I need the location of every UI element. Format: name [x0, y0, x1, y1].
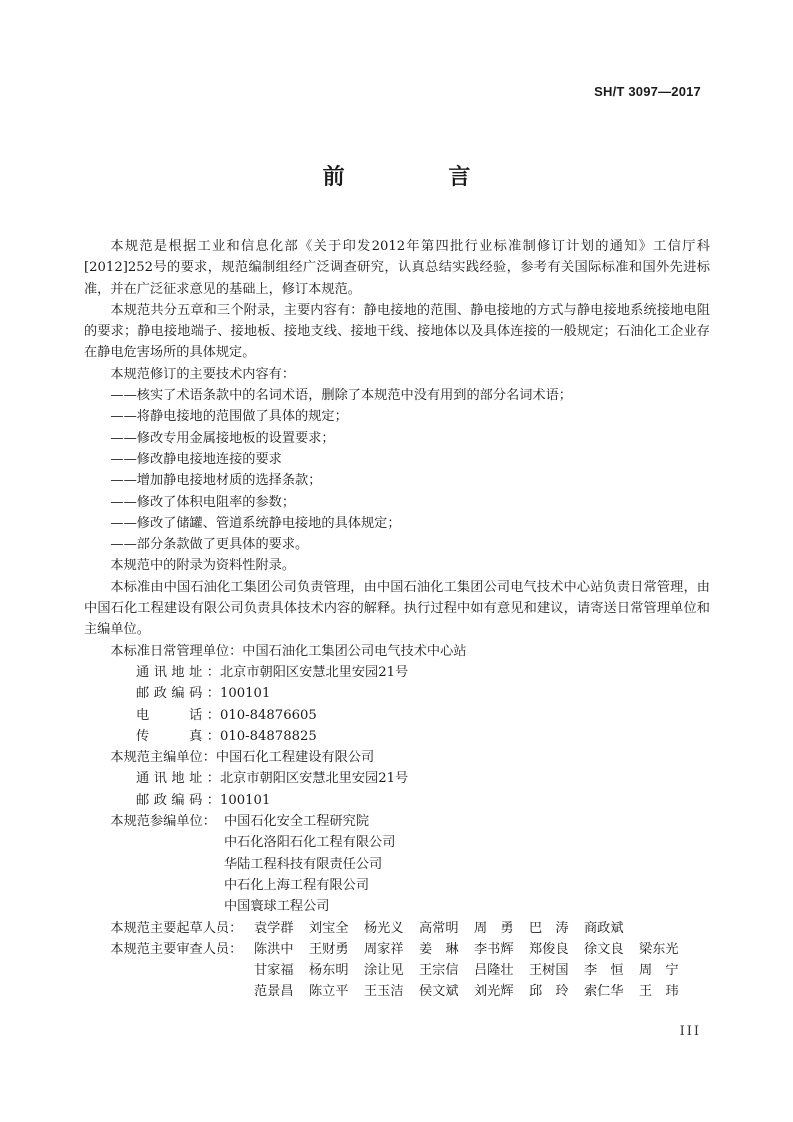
field-value: 北京市朝阳区安慧北里安园21号 [220, 664, 409, 680]
field-label: 通讯地址： [136, 771, 220, 787]
participating-unit-row [84, 832, 710, 853]
person-name: 陈立平 [309, 984, 349, 1000]
reviewers-row [84, 981, 710, 1002]
page-title: 前 言 [322, 164, 519, 190]
person-name: 王宗信 [419, 963, 459, 979]
person-name: 陈洪中 [254, 941, 294, 957]
participating-org: 华陆工程科技有限责任公司 [224, 856, 383, 872]
person-name: 巴 涛 [529, 920, 569, 936]
daily-unit-phone [84, 705, 710, 726]
intro-paragraph-2: 本规范共分五章和三个附录，主要内容有：静电接地的范围、静电接地的方式与静电接地系统接地电阻的要求；静电接地端子、接地板、接地支线、接地干线、接地体以及具体连接的一般规定；石油化工企业存在静电危害场所的具体规定。 [84, 302, 710, 361]
participating-org: 中国石化安全工程研究院 [224, 814, 370, 830]
change-item: ——修改静电接地连接的要求 [110, 451, 282, 467]
editor-unit-label: 本规范主编单位：中国石化工程建设有限公司 [110, 750, 375, 766]
appendix-note: 本规范中的附录为资料性附录。 [110, 558, 296, 574]
person-name: 高常明 [419, 920, 459, 936]
daily-unit-fax [84, 726, 710, 747]
change-item: ——修改专用金属接地板的设置要求； [110, 430, 335, 446]
field-label: 邮政编码： [136, 686, 220, 702]
daily-unit-postcode [84, 683, 710, 704]
document-body [84, 236, 710, 1003]
daily-unit-label: 本标准日常管理单位：中国石油化工集团公司电气技术中心站 [110, 643, 467, 659]
editor-unit-postcode [84, 790, 710, 811]
reviewers-label: 本规范主要审查人员： [110, 941, 243, 957]
participating-org: 中国寰球工程公司 [224, 899, 330, 915]
management-paragraph: 本标准由中国石油化工集团公司负责管理，由中国石油化工集团公司电气技术中心站负责日常管理，由中国石化工程建设有限公司负责具体技术内容的解释。执行过程中如有意见和建议，请寄送日常管理单位和主编单位。 [84, 579, 710, 638]
field-value: 北京市朝阳区安慧北里安园21号 [220, 771, 409, 787]
participating-unit-row [84, 875, 710, 896]
reviewers-row [84, 960, 710, 981]
person-name: 徐文良 [584, 941, 624, 957]
change-item: ——增加静电接地材质的选择条款； [110, 473, 322, 489]
change-item: ——核实了术语条款中的名词术语，删除了本规范中没有用到的部分名词术语； [110, 388, 572, 404]
person-name: 李书辉 [474, 941, 514, 957]
person-name: 王树国 [529, 963, 569, 979]
person-name: 涂让见 [364, 963, 404, 979]
person-name: 姜 琳 [419, 941, 459, 957]
person-name: 王玉洁 [364, 984, 404, 1000]
person-name: 侯文斌 [419, 984, 459, 1000]
field-value: 010-84878825 [220, 728, 317, 744]
field-label: 电 话： [136, 707, 220, 723]
drafters-label: 本规范主要起草人员： [110, 920, 243, 936]
person-name: 杨东明 [309, 963, 349, 979]
reviewers-row [84, 939, 710, 960]
participating-unit-row [84, 896, 710, 917]
person-name: 吕隆壮 [474, 963, 514, 979]
person-name: 周家祥 [364, 941, 404, 957]
person-name: 索仁华 [584, 984, 624, 1000]
person-name: 王财勇 [309, 941, 349, 957]
person-name: 周 勇 [474, 920, 514, 936]
person-name: 周 宁 [639, 963, 679, 979]
participating-units-label: 本规范参编单位： [110, 814, 216, 830]
field-value: 100101 [220, 792, 271, 808]
change-item: ——部分条款做了更具体的要求。 [110, 537, 309, 553]
page-number: III [679, 1024, 701, 1039]
field-value: 100101 [220, 686, 271, 702]
participating-org: 中石化洛阳石化工程有限公司 [224, 835, 396, 851]
intro-paragraph-1: 本规范是根据工业和信息化部《关于印发2012年第四批行业标准制修订计划的通知》工信厅科[2012]252号的要求，规范编制组经广泛调查研究，认真总结实践经验，参考有关国际标准和国外先进标准，并在广泛征求意见的基础上，修订本规范。 [84, 239, 710, 297]
field-label: 传 真： [136, 728, 220, 744]
field-value: 010-84876605 [220, 707, 317, 723]
person-name: 李 恒 [584, 963, 624, 979]
person-name: 刘光辉 [474, 984, 514, 1000]
person-name: 邱 玲 [529, 984, 569, 1000]
field-label: 邮政编码： [136, 792, 220, 808]
change-item: ——修改了体积电阻率的参数； [110, 494, 296, 510]
person-name: 杨光义 [364, 920, 404, 936]
participating-unit-row [84, 811, 710, 832]
intro-paragraph-3: 本规范修订的主要技术内容有： [110, 366, 296, 382]
participating-unit-row [84, 854, 710, 875]
person-name: 商政斌 [584, 920, 624, 936]
person-name: 范景昌 [254, 984, 294, 1000]
document-code: SH/T 3097—2017 [594, 84, 701, 99]
editor-unit-address [84, 768, 710, 789]
person-name: 王 玮 [639, 984, 679, 1000]
change-item: ——将静电接地的范围做了具体的规定； [110, 409, 348, 425]
field-label: 通讯地址： [136, 664, 220, 680]
person-name: 刘宝全 [309, 920, 349, 936]
drafters-row [84, 918, 710, 939]
person-name: 郑俊良 [529, 941, 569, 957]
participating-org: 中石化上海工程有限公司 [224, 877, 370, 893]
person-name: 梁东光 [639, 941, 679, 957]
person-name: 甘家福 [254, 963, 294, 979]
person-name: 袁学群 [254, 920, 294, 936]
change-item: ——修改了储罐、管道系统静电接地的具体规定； [110, 515, 401, 531]
daily-unit-address [84, 662, 710, 683]
